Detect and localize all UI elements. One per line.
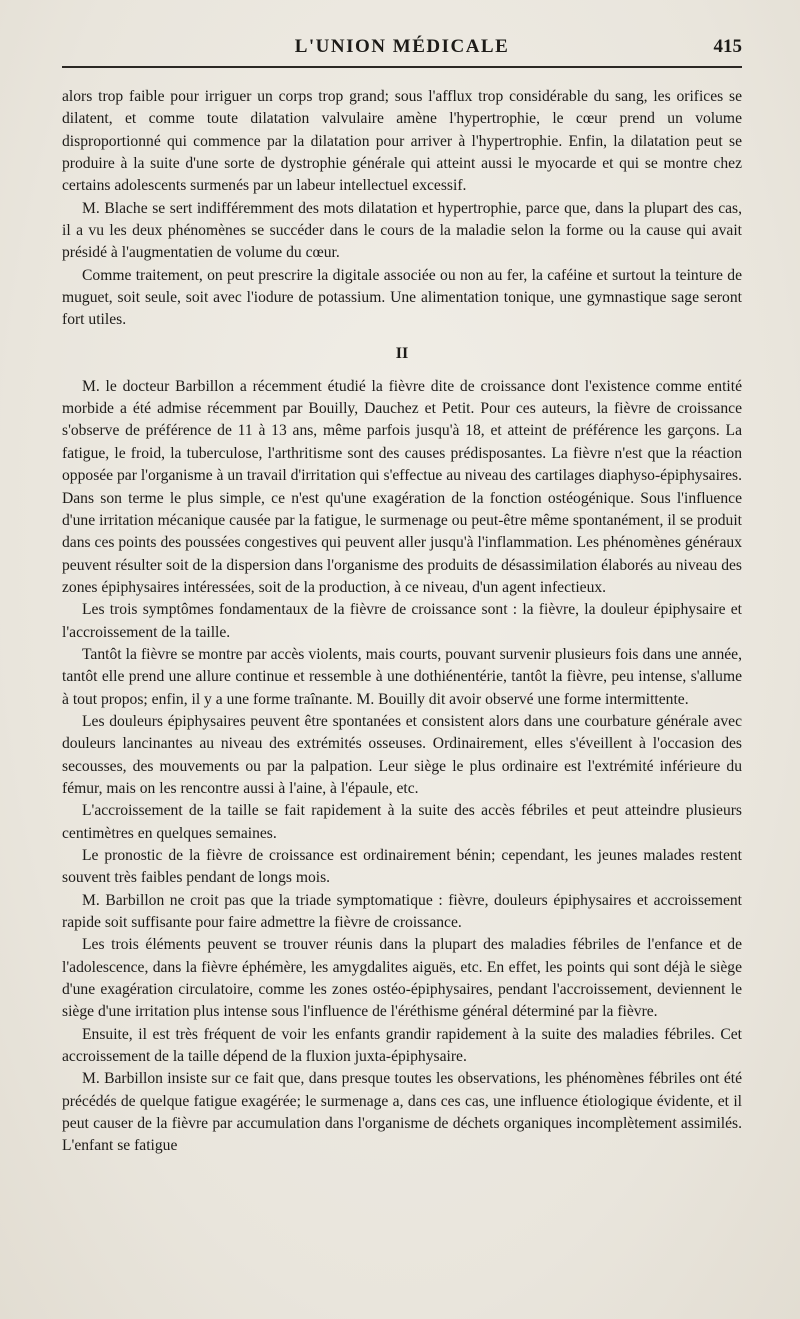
running-header	[62, 36, 742, 66]
paragraph: M. le docteur Barbillon a récemment étudié la fièvre dite de croissance dont l'existence comme entité morbide a été admise récemment par Bouilly, Dauchez et Petit. Pour ces auteurs, la fièvre de croissance s'observe de préférence de 11 à 13 ans, même parfois jusqu'à 18, et atteint de préférence les garçons. La fatigue, le froid, la tuberculose, l'arthritisme sont des causes prédisposantes. La fièvre n'est que la réaction opposée par l'organisme à un travail d'irritation qui s'effectue au niveau des cartilages diaphyso-épiphysaires. Dans son terme le plus simple, ce n'est qu'une exagération de la fonction ostéogénique. Sous l'influence d'une irritation mécanique causée par la fatigue, le surmenage ou peut-être même spontanément, il se produit dans ces points des poussées congestives qui peuvent aller jusqu'à l'inflammation. Les phénomènes généraux peuvent résulter soit de la dispersion dans l'organisme des produits de désassimilation élaborés au niveau des zones épiphysaires intéressées, soit de la production, à ce niveau, d'un agent infectieux.	[62, 377, 742, 596]
paragraph: Ensuite, il est très fréquent de voir les enfants grandir rapidement à la suite des maladies fébriles. Cet accroissement de la taille dépend de la fluxion juxta-épiphysaire.	[62, 1025, 742, 1066]
paragraph: L'accroissement de la taille se fait rapidement à la suite des accès fébriles et peut atteindre plusieurs centimètres en quelques semaines.	[62, 802, 742, 842]
header-rule	[62, 66, 742, 68]
paragraph: Les trois éléments peuvent se trouver réunis dans la plupart des maladies fébriles de l'enfance et de l'adolescence, dans la fièvre éphémère, les amygdalites aiguës, etc. En effet, les points qui sont déjà le siège d'une exagération circulatoire, comme les zones ostéo-épiphysaires, pendant l'accroissement, deviennent le siège d'une irritation plus intense sous l'influence de l'éréthisme général déterminé par la fièvre.	[62, 936, 742, 1021]
article-body	[62, 86, 742, 1158]
paragraph: Comme traitement, on peut prescrire la digitale associée ou non au fer, la caféine et surtout la teinture de muguet, soit seule, soit avec l'iodure de potassium. Une alimentation tonique, une gymnastique sage seront fort utiles.	[62, 266, 742, 329]
section-heading: II	[395, 344, 409, 362]
paragraph: Les douleurs épiphysaires peuvent être spontanées et consistent alors dans une courbature générale avec douleurs lancinantes au niveau des extrémités osseuses. Ordinairement, elles s'éveillent à l'occasion des secousses, des mouvements ou par la palpation. Leur siège le plus ordinaire est l'extrémité inférieure du fémur, mais on les rencontre aussi à l'aine, à l'épaule, etc.	[62, 712, 742, 797]
paragraph: Le pronostic de la fièvre de croissance est ordinairement bénin; cependant, les jeunes malades restent souvent très faibles pendant de longs mois.	[62, 847, 742, 887]
paragraph: Tantôt la fièvre se montre par accès violents, mais courts, pouvant survenir plusieurs fois dans une année, tantôt elle prend une allure continue et ressemble à une dothiénentérie, tantôt la fièvre, peu intense, s'allume à tout propos; enfin, il y a une forme traînante. M. Bouilly dit avoir observé une forme intermittente.	[62, 645, 742, 708]
paragraph: M. Barbillon insiste sur ce fait que, dans presque toutes les observations, les phénomènes fébriles ont été précédés de quelque fatigue exagérée; le surmenage a, dans ces cas, une influence étiologique évidente, et il peut causer de la fièvre par accumulation dans l'organisme de déchets organiques incomplètement assimilés. L'enfant se fatigue	[62, 1070, 742, 1155]
paragraph: M. Barbillon ne croit pas que la triade symptomatique : fièvre, douleurs épiphysaires et accroissement rapide soit suffisante pour faire admettre la fièvre de croissance.	[62, 891, 742, 932]
paragraph: M. Blache se sert indifféremment des mots dilatation et hypertrophie, parce que, dans la plupart des cas, il a vu les deux phénomènes se succéder dans le cours de la maladie selon la forme ou la cause qui avait présidé à l'augmentatien de volume du cœur.	[62, 199, 742, 262]
paragraph: Les trois symptômes fondamentaux de la fièvre de croissance sont : la fièvre, la douleur épiphysaire et l'accroissement de la taille.	[62, 601, 742, 641]
paragraph-continued: alors trop faible pour irriguer un corps trop grand; sous l'afflux trop considérable du sang, les orifices se dilatent, et comme toute dilatation valvulaire amène l'hypertrophie, le cœur prend un volume disproportionné qui commence par la dilatation pour arriver à l'hypertrophie. Enfin, la dilatation peut se produire à la suite d'une sorte de dystrophie générale qui atteint aussi le myocarde et qui se montre chez certains adolescents surmenés par un labeur intellectuel excessif.	[62, 88, 742, 195]
page-number: 415	[713, 36, 742, 57]
journal-title: L'UNION MÉDICALE	[294, 36, 510, 57]
